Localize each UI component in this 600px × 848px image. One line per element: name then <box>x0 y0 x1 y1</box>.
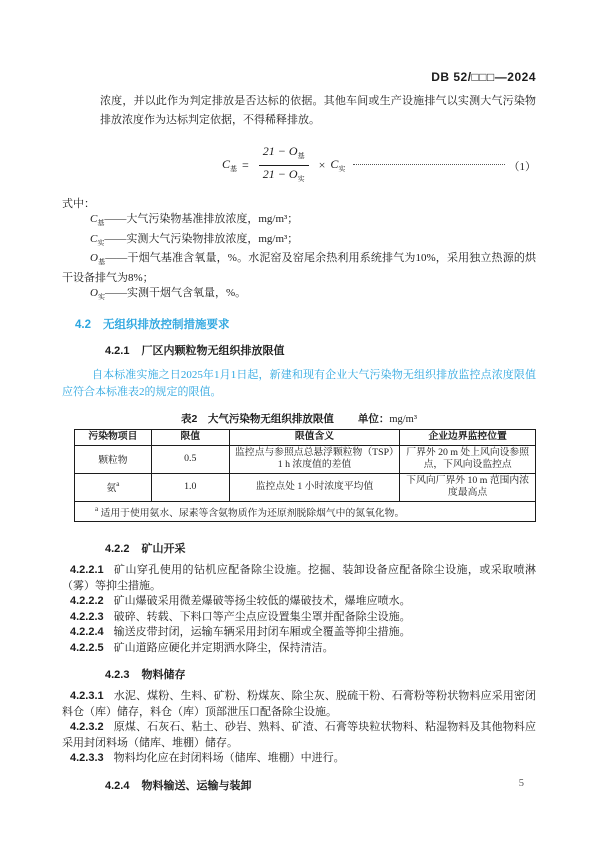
section-number: 4.2.4 <box>105 779 130 792</box>
col-header-location: 企业边界监控位置 <box>400 429 536 445</box>
clause-number: 4.2.2.3 <box>70 610 104 623</box>
formula-rhs <box>330 157 345 174</box>
clause-item <box>62 751 536 767</box>
table-footnote-row <box>75 501 536 522</box>
clause-number: 4.2.3.3 <box>70 752 104 764</box>
clause-item <box>62 594 536 610</box>
col-header-meaning: 限值含义 <box>229 429 400 445</box>
formula-lhs <box>222 157 237 174</box>
section-heading-4-2-2 <box>105 542 536 556</box>
definition-o-measured <box>62 286 536 306</box>
def-var: C <box>90 213 98 225</box>
pollutant-name: 氨 <box>106 483 117 495</box>
clause-number: 4.2.2.1 <box>70 564 104 576</box>
clause-text: 矿山爆破采用微差爆破等扬尘较低的爆破技术，爆堆应喷水。 <box>113 595 411 607</box>
formula-lhs-sub: 基 <box>230 165 238 173</box>
cell-meaning: 监控点处 1 小时浓度平均值 <box>229 473 400 501</box>
footnote-text: 适用于使用氨水、尿素等含氨物质作为还原剂脱除烟气中的氮氧化物。 <box>100 507 405 519</box>
clause-text: 矿山穿孔使用的钻机应配备除尘设施。挖掘、装卸设备应配备除尘设施，或采取喷淋（雾）等抑尘措施。 <box>62 564 536 592</box>
def-desc: ——大气污染物基准排放浓度，mg/m³； <box>104 213 299 225</box>
clause-text: 破碎、转载、下料口等产尘点应设置集尘罩并配备除尘设施。 <box>113 610 411 623</box>
page-number: 5 <box>518 778 524 789</box>
def-desc: ——干烟气基准含氧量，%。水泥窑及窑尾余热利用系统排气为10%，采用独立热源的烘干设备排气为8%； <box>62 252 537 284</box>
cell-pollutant <box>75 473 152 501</box>
def-desc: ——实测干烟气含氧量，%。 <box>104 287 247 299</box>
table-header-row <box>75 429 536 445</box>
formula-num-text: 21 − O <box>262 144 298 158</box>
col-header-limit: 限值 <box>151 429 229 445</box>
formula-lhs-var: C <box>222 157 231 171</box>
table2-emission-limits <box>74 429 536 523</box>
cell-meaning: 监控点与参照点总悬浮颗粒物（TSP）1 h 浓度值的差值 <box>229 445 400 473</box>
table-row <box>75 445 536 473</box>
clause-item <box>62 720 536 751</box>
def-sub: 基 <box>97 219 105 227</box>
formula-numerator <box>259 144 309 166</box>
definition-c-measured <box>62 232 536 252</box>
clause-text: 水泥、煤粉、生料、矿粉、粉煤灰、除尘灰、脱硫干粉、石膏粉等粉状物料应采用密闭料仓（库）储存，料仓（库）顶部泄压口配备除尘设施。 <box>62 690 536 718</box>
cell-location: 厂界外 20 m 处上风向设参照点，下风向设监控点 <box>400 445 536 473</box>
pollutant-name: 颗粒物 <box>98 455 128 467</box>
clause-text: 输送皮带封闭，运输车辆采用封闭车厢或全覆盖等抑尘措施。 <box>113 626 411 638</box>
formula-num-sub: 基 <box>297 152 305 160</box>
section-number: 4.2.2 <box>105 543 130 555</box>
clause-item <box>62 625 536 641</box>
table2-unit <box>358 413 417 426</box>
table2-caption-row <box>62 413 536 426</box>
definition-o-base <box>62 251 536 286</box>
cell-location: 下风向厂界外 10 m 范围内浓度最高点 <box>400 473 536 501</box>
section-heading-4-2-3 <box>105 668 536 682</box>
section-title: 物料储存 <box>141 669 186 681</box>
clause-group-4-2-3 <box>62 689 536 767</box>
def-var: C <box>90 232 98 245</box>
footnote-mark: a <box>95 504 99 513</box>
section-title: 厂区内颗粒物无组织排放限值 <box>141 344 285 357</box>
formula-rhs-var: C <box>330 157 339 171</box>
clause-number: 4.2.2.4 <box>70 626 104 638</box>
unit-label: 单位： <box>357 412 390 425</box>
formula-den-text: 21 − O <box>262 167 298 181</box>
section-heading-4-2-1 <box>105 344 536 358</box>
section-number: 4.2 <box>75 318 91 331</box>
formula-den-sub: 实 <box>297 175 305 183</box>
equation-number: （1） <box>508 160 536 173</box>
formula-rhs-sub: 实 <box>338 165 346 173</box>
def-var: O <box>90 252 98 264</box>
clause-text: 物料均化应在封闭料场（储库、堆棚）中进行。 <box>113 752 345 764</box>
clause-item <box>62 610 536 626</box>
def-sub: 实 <box>97 293 105 301</box>
section-title: 物料输送、运输与装卸 <box>141 779 252 792</box>
formula-denominator <box>259 166 309 187</box>
intro-paragraph: 浓度，并以此作为判定排放是否达标的依据。其他车间或生产设施排气以实测大气污染物排放浓度作为达标判定依据，不得稀释排放。 <box>100 95 536 126</box>
section-heading-4-2-4 <box>105 779 536 793</box>
table2-caption: 表2 大气污染物无组织排放限值 <box>181 412 334 425</box>
clause-item <box>62 641 536 657</box>
table-footnote <box>75 501 536 522</box>
clause-group-4-2-2 <box>62 563 536 656</box>
def-sub: 实 <box>97 238 105 247</box>
clause-number: 4.2.3.1 <box>70 690 104 702</box>
section-heading-4-2 <box>75 318 536 332</box>
section-title: 矿山开采 <box>141 543 186 555</box>
table-row <box>75 473 536 501</box>
section-number: 4.2.1 <box>105 344 130 357</box>
formula-equals: = <box>242 158 249 172</box>
def-sub: 基 <box>97 258 106 266</box>
formula-times: × <box>318 158 326 172</box>
clause-number: 4.2.2.2 <box>70 595 104 607</box>
definition-c-base <box>62 212 536 232</box>
formula-fraction <box>259 144 309 187</box>
cell-limit: 0.5 <box>151 445 229 473</box>
clause-text: 原煤、石灰石、粘土、砂岩、熟料、矿渣、石膏等块粒状物料、粘湿物料及其他物料应采用封闭料场（储库、堆棚）储存。 <box>62 721 536 749</box>
cell-pollutant <box>75 445 152 473</box>
document-code-header: DB 52/□□□—2024 <box>431 70 536 84</box>
clause-text: 矿山道路应硬化并定期洒水降尘，保持清洁。 <box>113 641 334 654</box>
unit-value: mg/m³ <box>389 413 417 425</box>
clause-item <box>62 689 536 720</box>
def-desc: ——实测大气污染物排放浓度，mg/m³； <box>104 232 299 245</box>
cell-limit: 1.0 <box>151 473 229 501</box>
pollutant-footnote-mark: a <box>116 480 120 489</box>
clause-number: 4.2.3.2 <box>70 721 104 733</box>
def-var: O <box>90 287 98 299</box>
clause-item <box>62 563 536 594</box>
dot-leader <box>353 163 504 165</box>
equation-1 <box>62 144 536 187</box>
section-number: 4.2.3 <box>105 669 130 681</box>
where-label: 式中： <box>62 198 95 210</box>
clause-number: 4.2.2.5 <box>70 641 104 654</box>
section-title: 无组织排放控制措施要求 <box>103 318 230 331</box>
col-header-pollutant: 污染物项目 <box>75 429 152 445</box>
implementation-note-paragraph: 自本标准实施之日2025年1月1日起，新建和现有企业大气污染物无组织排放监控点浓度限值应符合本标准表2的规定的限值。 <box>62 368 536 398</box>
